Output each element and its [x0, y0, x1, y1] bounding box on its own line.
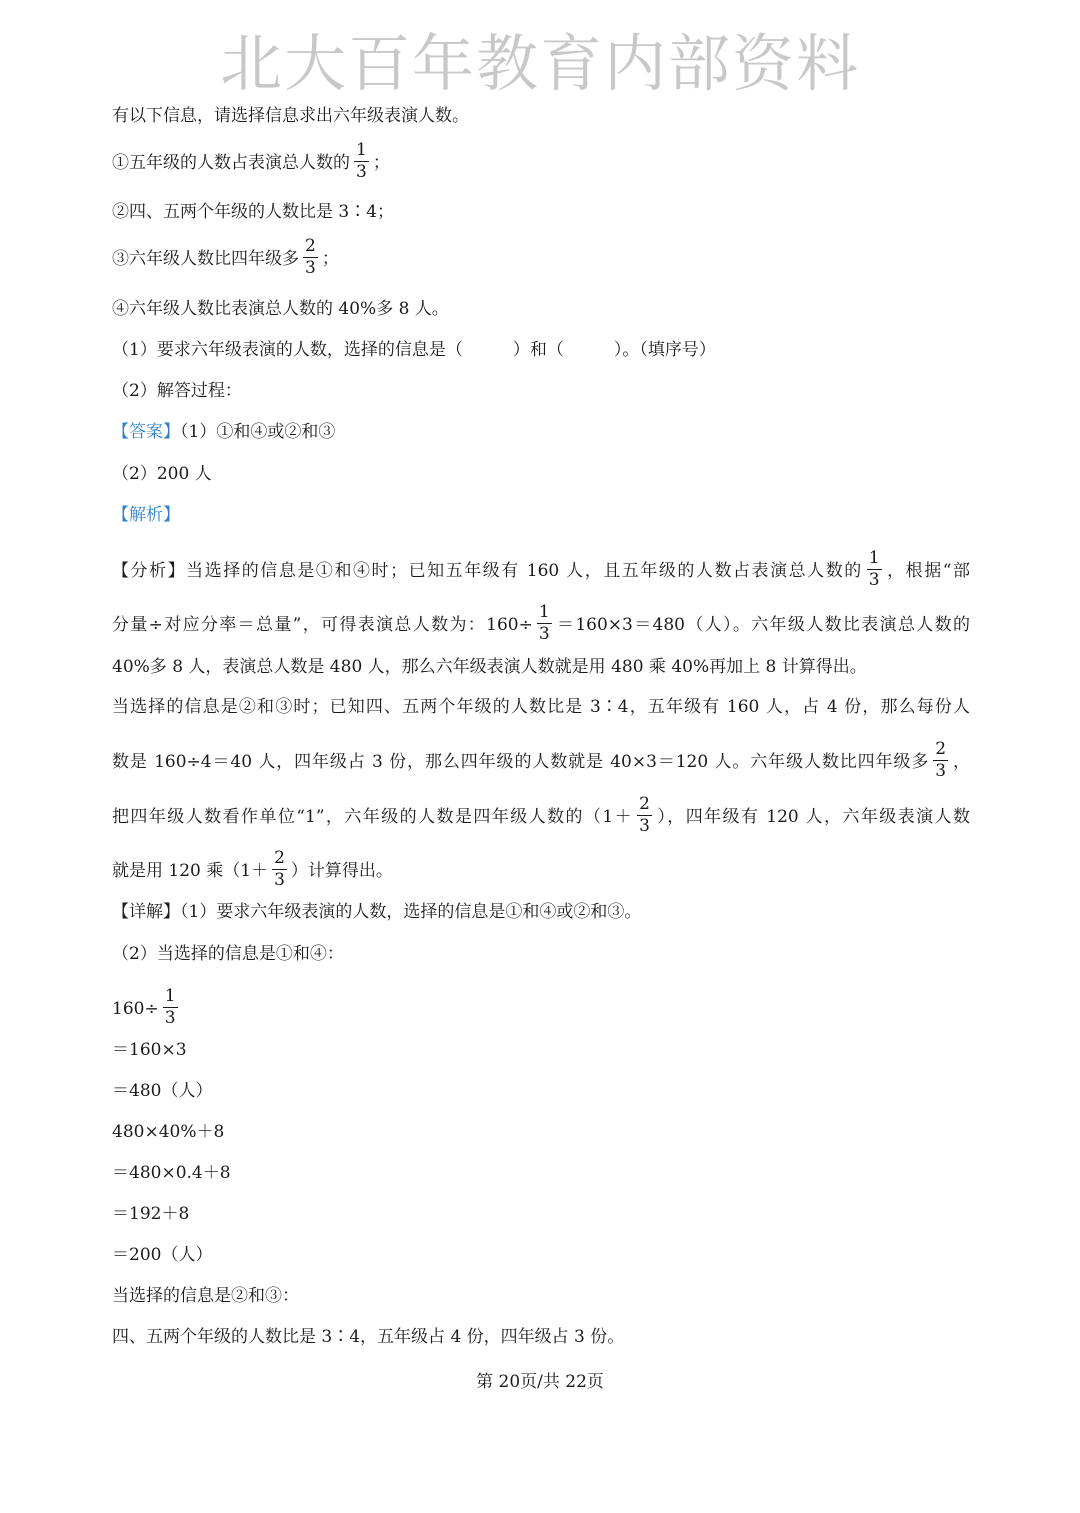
fraction-denominator: 3 — [538, 624, 550, 644]
analysis-p2-line2 — [112, 739, 970, 782]
detail-2: （2）当选择的信息是①和④： — [112, 944, 344, 964]
analysis-text: 分量÷对应分率＝总量”，可得表演总人数为：160÷ — [112, 615, 533, 635]
fraction-numerator: 1 — [356, 140, 367, 160]
analysis-p1-line1 — [112, 548, 970, 591]
info-2: ②四、五两个年级的人数比是 3∶4； — [112, 202, 395, 222]
analysis-p1-line3: 40%多 8 人，表演总人数是 480 人，那么六年级表演人数就是用 480 乘 40%再加上 8 计算得出。 — [112, 657, 867, 677]
fraction-1-3 — [354, 142, 369, 181]
fraction-1-3 — [867, 550, 882, 589]
page-number: 第 20页/共 22页 — [476, 1372, 604, 1392]
info-3-text: ③六年级人数比四年级多 — [112, 249, 299, 269]
info-1-text: ①五年级的人数占表演总人数的 — [112, 153, 350, 173]
question-intro: 有以下信息，请选择信息求出六年级表演人数。 — [112, 106, 469, 126]
step-3: ＝480（人） — [112, 1081, 213, 1101]
question-1-text: （1）要求六年级表演的人数，选择的信息是（ — [112, 340, 463, 360]
fraction-numerator: 2 — [639, 794, 650, 814]
analysis-text: ），四年级有 120 人，六年级表演人数 — [655, 807, 970, 827]
step-1 — [112, 986, 182, 1029]
answer-1 — [112, 420, 335, 444]
step-7: ＝200（人） — [112, 1245, 213, 1265]
fraction-denominator: 3 — [868, 570, 880, 590]
step-6: ＝192＋8 — [112, 1204, 190, 1224]
question-1-end: ）。（填序号） — [613, 340, 716, 360]
question-1 — [112, 338, 716, 362]
step-5: ＝480×0.4＋8 — [112, 1163, 231, 1183]
analysis-text: ＝160×3＝480（人）。六年级人数比表演总人数的 — [555, 615, 970, 635]
fraction-numerator: 1 — [164, 986, 176, 1006]
analysis-text: 就是用 120 乘（1＋ — [112, 861, 269, 881]
fenxi-tag: 【分析】 — [112, 561, 187, 581]
analysis-text: ，根据“部 — [885, 561, 970, 581]
fraction-1-3 — [537, 604, 552, 643]
xiangjie-tag: 【详解】 — [112, 902, 180, 922]
fraction-2-3 — [637, 796, 652, 835]
analysis-p2-line1: 当选择的信息是②和③时；已知四、五两个年级的人数比是 3∶4，五年级有 160 人，占 4 份，那么每份人 — [112, 697, 970, 717]
detail-3: 当选择的信息是②和③： — [112, 1286, 299, 1306]
detail-1 — [112, 900, 641, 924]
detail-4: 四、五两个年级的人数比是 3∶4，五年级占 4 份，四年级占 3 份。 — [112, 1327, 625, 1347]
info-1-end: ； — [372, 153, 390, 173]
analysis-text: 当选择的信息是①和④时；已知五年级有 160 人，且五年级的人数占表演总人数的 — [186, 561, 863, 581]
analysis-text: ， — [952, 752, 970, 772]
step-1-text: 160÷ — [112, 999, 159, 1019]
info-4: ④六年级人数比表演总人数的 40%多 8 人。 — [112, 299, 449, 319]
answer-2: （2）200 人 — [112, 464, 212, 484]
fraction-numerator: 1 — [868, 548, 880, 568]
analysis-tag: 【解析】 — [112, 505, 180, 525]
analysis-text: 把四年级人数看作单位“1”，六年级的人数是四年级人数的（1＋ — [112, 807, 634, 827]
fraction-denominator: 3 — [305, 258, 316, 278]
fraction-numerator: 2 — [274, 848, 285, 868]
fraction-numerator: 1 — [538, 602, 550, 622]
analysis-p2-line4 — [112, 848, 393, 891]
answer-tag: 【答案】 — [112, 422, 180, 442]
answer-1-text: （1）①和④或②和③ — [180, 422, 336, 442]
watermark: 北大百年教育内部资料 — [219, 27, 860, 100]
step-4: 480×40%＋8 — [112, 1122, 225, 1142]
fraction-1-3 — [163, 988, 178, 1027]
info-3-end: ； — [321, 249, 339, 269]
fraction-numerator: 2 — [935, 739, 947, 759]
question-2: （2）解答过程： — [112, 381, 242, 401]
fraction-numerator: 2 — [305, 236, 316, 256]
fraction-2-3 — [303, 238, 318, 277]
detail-1-text: （1）要求六年级表演的人数，选择的信息是①和④或②和③。 — [180, 902, 642, 922]
step-2: ＝160×3 — [112, 1040, 187, 1060]
fraction-denominator: 3 — [164, 1008, 176, 1028]
analysis-p2-line3 — [112, 794, 970, 837]
info-3 — [112, 236, 339, 279]
fraction-denominator: 3 — [274, 870, 285, 890]
info-1 — [112, 140, 390, 183]
fraction-denominator: 3 — [356, 162, 367, 182]
fraction-2-3 — [272, 850, 287, 889]
fraction-2-3 — [933, 741, 948, 780]
analysis-text: 数是 160÷4＝40 人，四年级占 3 份，那么四年级的人数就是 40×3＝120 人。六年级人数比四年级多 — [112, 752, 930, 772]
fraction-denominator: 3 — [639, 816, 650, 836]
question-1-mid: ）和（ — [512, 340, 564, 360]
fraction-denominator: 3 — [935, 761, 947, 781]
analysis-text: ）计算得出。 — [290, 861, 393, 881]
analysis-p1-line2 — [112, 602, 970, 645]
